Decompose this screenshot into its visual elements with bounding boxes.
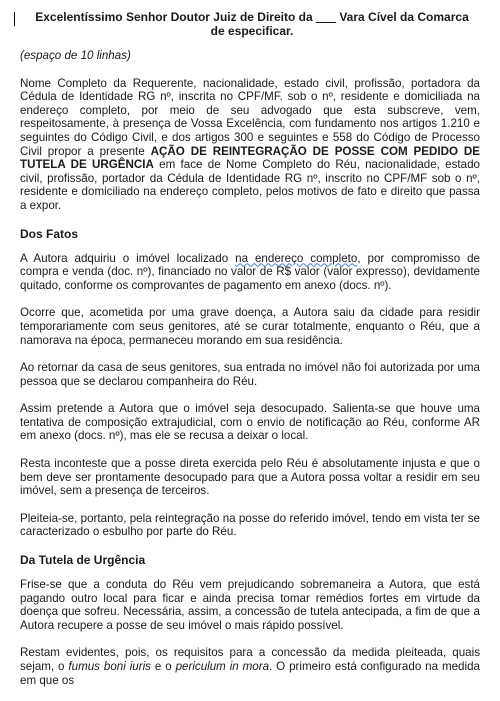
- fatos-paragraph-4: Assim pretende a Autora que o imóvel seja desocupado. Salienta-se que houve uma tentativa de composição extrajudicial, com o envio de notificação ao Réu, conforme AR em anexo (docs. nº), mas ele se recusa a deixar o local.: [20, 402, 480, 443]
- title-line2: de especificar.: [210, 24, 294, 38]
- latin-term-periculum: periculum in mora: [175, 660, 270, 673]
- tutela-paragraph-2: [20, 646, 480, 687]
- title-line1-start: Excelentíssimo Senhor Doutor Juiz de Direito da: [35, 10, 313, 24]
- fatos-p1-before: A Autora adquiriu o imóvel localizado: [20, 251, 229, 265]
- section-heading-fatos: Dos Fatos: [20, 226, 79, 241]
- fatos-paragraph-3: Ao retornar da casa de seus genitores, sua entrada no imóvel não foi autorizada por uma pessoa que se declarou companheira do Réu.: [20, 361, 480, 388]
- document-title: [20, 10, 480, 38]
- tutela-p2-start: Restam evidentes, pois, os requisitos para a concessão da medida pleiteada, quais sejam, o: [20, 646, 480, 673]
- intro-paragraph: [20, 77, 480, 213]
- spellcheck-marked-text[interactable]: na endereço completo: [235, 251, 358, 265]
- text-cursor: [14, 12, 15, 26]
- fatos-p1-after: , por compromisso de compra e venda (doc. nº), financiado no valor de R$ valor (valor expresso), devidamente quitado, conforme os comprovantes de pagamento em anexo (docs. nº).: [20, 251, 480, 292]
- title-line1-end: Vara Cível da Comarca: [339, 10, 469, 24]
- latin-term-fumus: fumus boni iuris: [68, 660, 151, 673]
- intro-part1: Nome Completo da Requerente, nacionalidade, estado civil, profissão, portadora da Cédula de Identidade RG nº, inscrita no CPF/MF. sob o nº, residente e domiciliada na endereço completo, por meio de seu advogado que esta subscreve, vem, respeitosamente, à presença de Vossa Excelência, com fundamento nos artigos 1.210 e seguintes do Código Civil, e dos artigos 300 e seguintes e 558 do Código de Processo Civil propor a presente: [20, 76, 480, 158]
- tutela-paragraph-1: Frise-se que a conduta do Réu vem prejudicando sobremaneira a Autora, que está pagando outro local para ficar e ainda precisa tomar remédios fortes em virtude da doença que sofreu. Necessária, assim, a concessão de tutela antecipada, a fim de que a Autora recupere a posse de seu imóvel o mais rápido possível.: [20, 578, 480, 632]
- fatos-paragraph-1: [20, 252, 480, 293]
- document-body[interactable]: [20, 10, 480, 701]
- tutela-p2-end: . O primeiro está configurado na medida em que os: [20, 660, 480, 687]
- section-heading-tutela: Da Tutela de Urgência: [20, 553, 146, 568]
- space-note: (espaço de 10 linhas): [20, 49, 131, 62]
- fatos-paragraph-5: Resta inconteste que a posse direta exercida pelo Réu é absolutamente injusta e que o bem deve ser prontamente desocupado para que a Autora possa voltar a residir em seu imóvel, sem a presença de terceiros.: [20, 457, 480, 498]
- action-title: AÇÃO DE REINTEGRAÇÃO DE POSSE COM PEDIDO DE TUTELA DE URGÊNCIA: [20, 144, 480, 172]
- tutela-p2-mid: e o: [154, 660, 172, 673]
- title-blank: ___: [315, 10, 336, 24]
- fatos-paragraph-6: Pleiteia-se, portanto, pela reintegração na posse do referido imóvel, tendo em vista ter se caracterizado o esbulho por parte do Réu.: [20, 511, 480, 539]
- fatos-paragraph-2: Ocorre que, acometida por uma grave doença, a Autora saiu da cidade para residir temporariamente com seus genitores, até se curar totalmente, enquanto o Réu, que a namorava na época, permaneceu morando em sua residência.: [20, 306, 480, 347]
- intro-part2: em face de Nome Completo do Réu, nacionalidade, estado civil, profissão, portador da Cédula de Identidade RG nº, inscrito no CPF/MF sob o nº, residente e domiciliado na endereço completo, pelos motivos de fato e direito que passa a expor.: [20, 158, 480, 212]
